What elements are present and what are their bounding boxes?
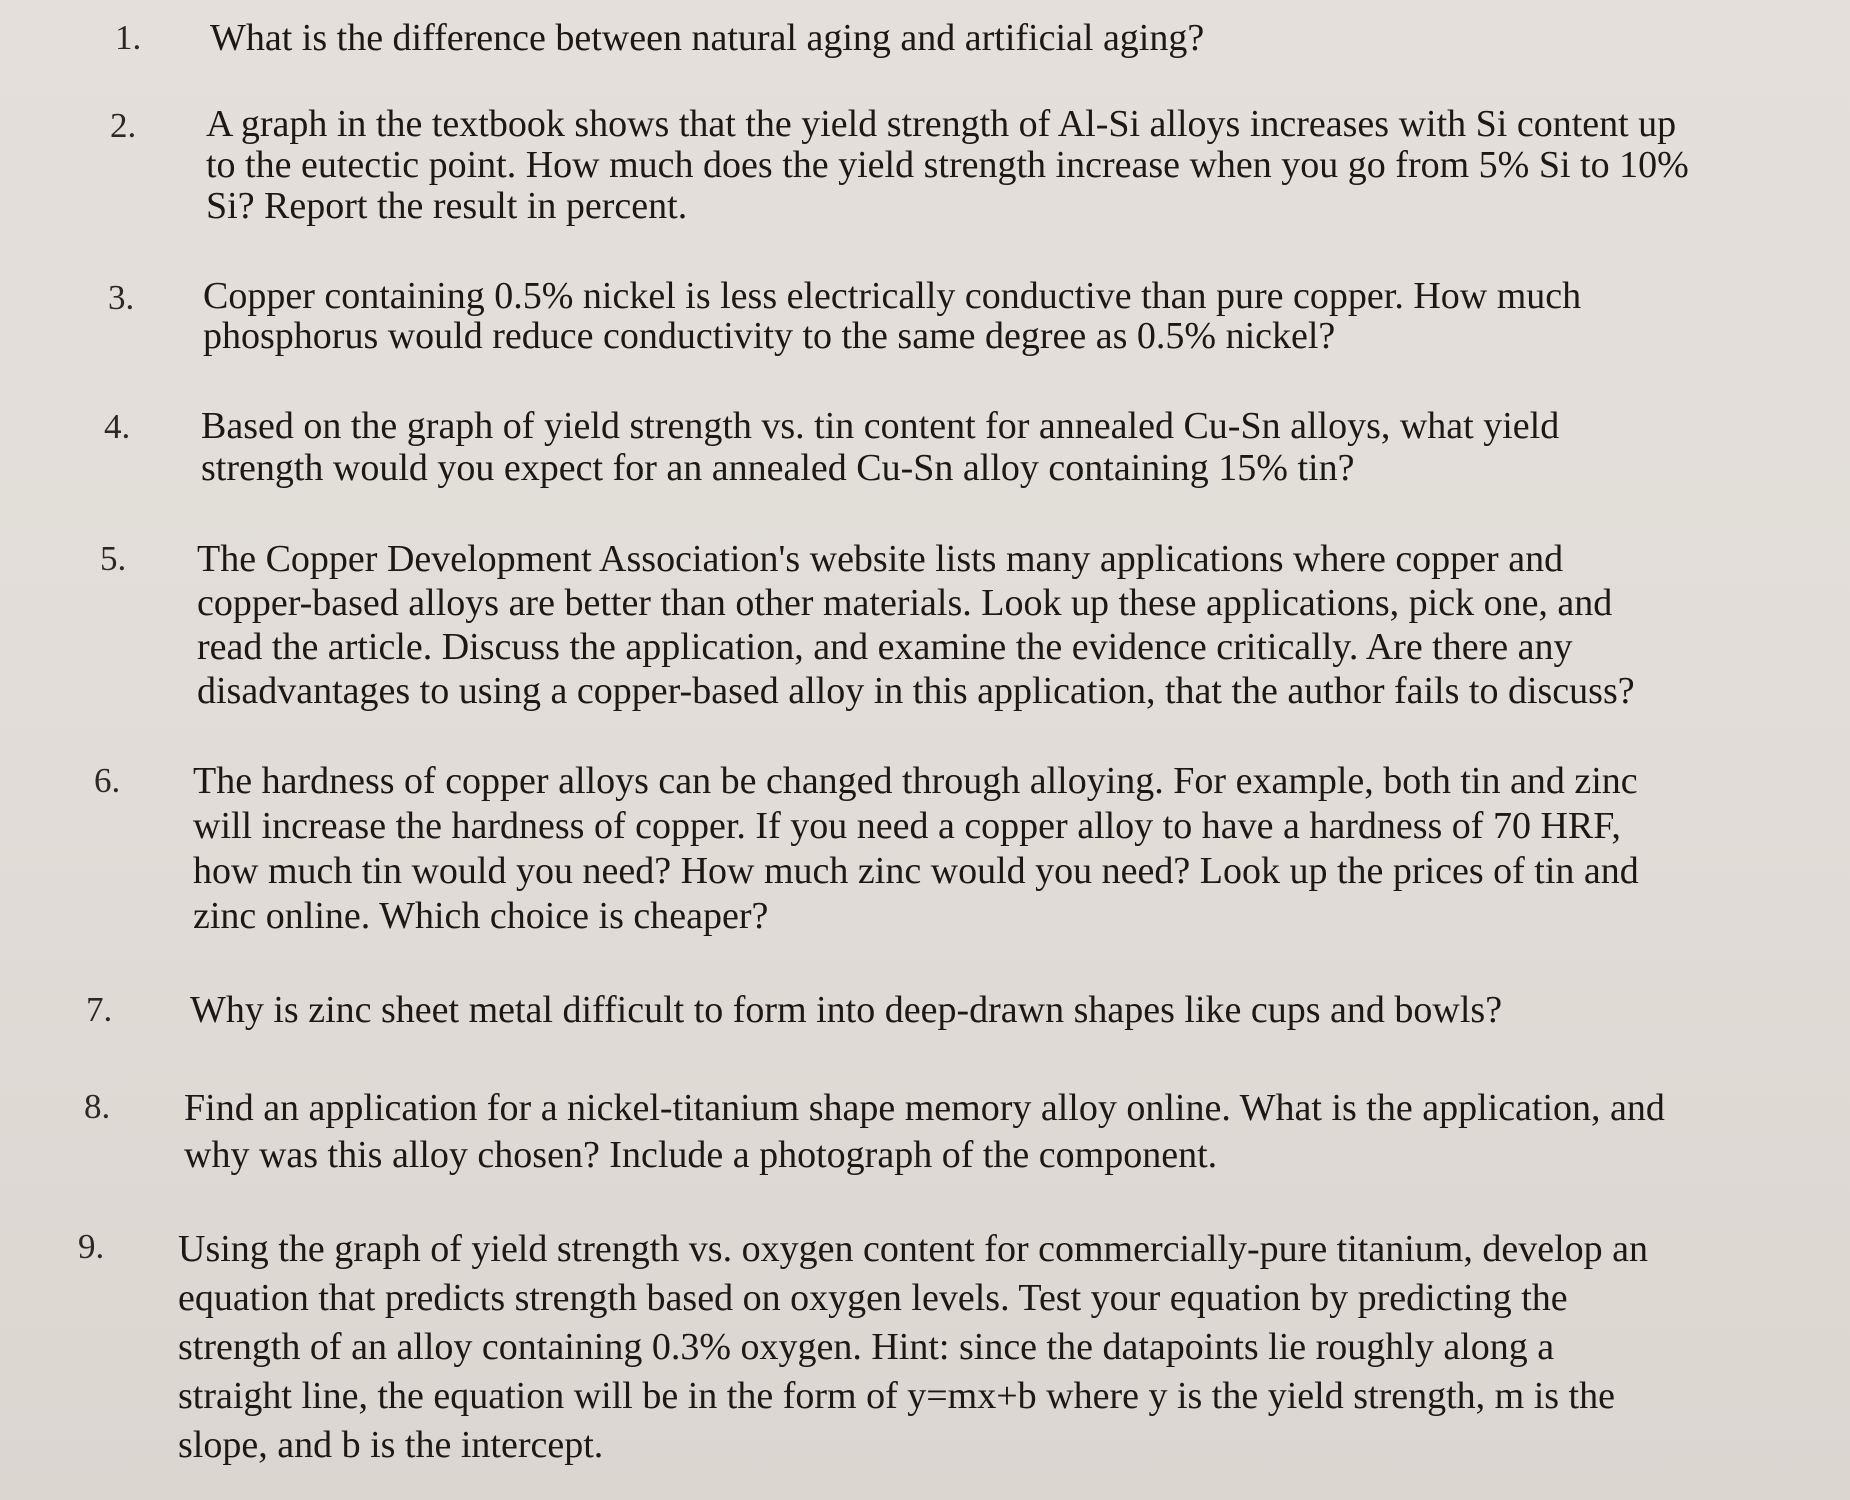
question-number: 9. (78, 1227, 105, 1266)
question-line: Copper containing 0.5% nickel is less electrically conductive than pure copper. How much (203, 275, 1582, 317)
question-number: 7. (86, 990, 113, 1029)
question-line: copper-based alloys are better than other materials. Look up these applications, pick one, and (197, 582, 1613, 624)
question-text (190, 988, 1502, 1032)
question-line: strength of an alloy containing 0.3% oxygen. Hint: since the datapoints lie roughly along a (178, 1326, 1555, 1368)
question-line: The Copper Development Association's website lists many applications where copper and (197, 538, 1564, 580)
question-line: Based on the graph of yield strength vs. tin content for annealed Cu-Sn alloys, what yield (201, 405, 1560, 447)
question-line: how much tin would you need? How much zinc would you need? Look up the prices of tin and (193, 850, 1639, 892)
question-line: equation that predicts strength based on oxygen levels. Test your equation by predicting the (178, 1277, 1568, 1319)
question-line: A graph in the textbook shows that the yield strength of Al-Si alloys increases with Si content up (206, 103, 1677, 145)
question-text (197, 537, 1635, 713)
question-line: Find an application for a nickel-titanium shape memory alloy online. What is the application, and (184, 1087, 1665, 1129)
question-line: read the article. Discuss the application, and examine the evidence critically. Are there any (197, 626, 1573, 668)
question-text (206, 104, 1689, 227)
question-line: disadvantages to using a copper-based alloy in this application, that the author fails to discuss? (197, 670, 1635, 712)
question-line: will increase the hardness of copper. If you need a copper alloy to have a hardness of 70 HRF, (193, 805, 1621, 847)
question-line: The hardness of copper alloys can be changed through alloying. For example, both tin and zinc (193, 760, 1638, 802)
question-line: phosphorus would reduce conductivity to the same degree as 0.5% nickel? (203, 315, 1336, 357)
question-number: 5. (100, 539, 127, 578)
question-number: 4. (104, 407, 131, 446)
question-text (184, 1085, 1665, 1179)
question-number: 1. (115, 18, 142, 57)
question-text (193, 759, 1639, 939)
question-line: Si? Report the result in percent. (206, 185, 688, 227)
question-line: zinc online. Which choice is cheaper? (193, 895, 769, 937)
question-line: strength would you expect for an annealed Cu-Sn alloy containing 15% tin? (201, 447, 1355, 489)
question-line: straight line, the equation will be in the form of y=mx+b where y is the yield strength, m is the (178, 1375, 1615, 1417)
question-line: Why is zinc sheet metal difficult to form into deep-drawn shapes like cups and bowls? (190, 989, 1503, 1031)
question-line: Using the graph of yield strength vs. oxygen content for commercially-pure titanium, develop an (178, 1228, 1648, 1270)
question-number: 8. (84, 1087, 111, 1126)
question-number: 2. (110, 106, 137, 145)
question-line: to the eutectic point. How much does the yield strength increase when you go from 5% Si to 10% (206, 144, 1689, 186)
question-text (203, 276, 1581, 356)
question-line: slope, and b is the intercept. (178, 1424, 604, 1466)
question-number: 6. (94, 761, 121, 800)
question-text (201, 405, 1559, 489)
question-line: What is the difference between natural aging and artificial aging? (210, 17, 1205, 59)
question-line: why was this alloy chosen? Include a photograph of the component. (184, 1134, 1218, 1176)
question-text (210, 16, 1204, 60)
question-number: 3. (108, 278, 135, 317)
question-text (178, 1225, 1648, 1470)
